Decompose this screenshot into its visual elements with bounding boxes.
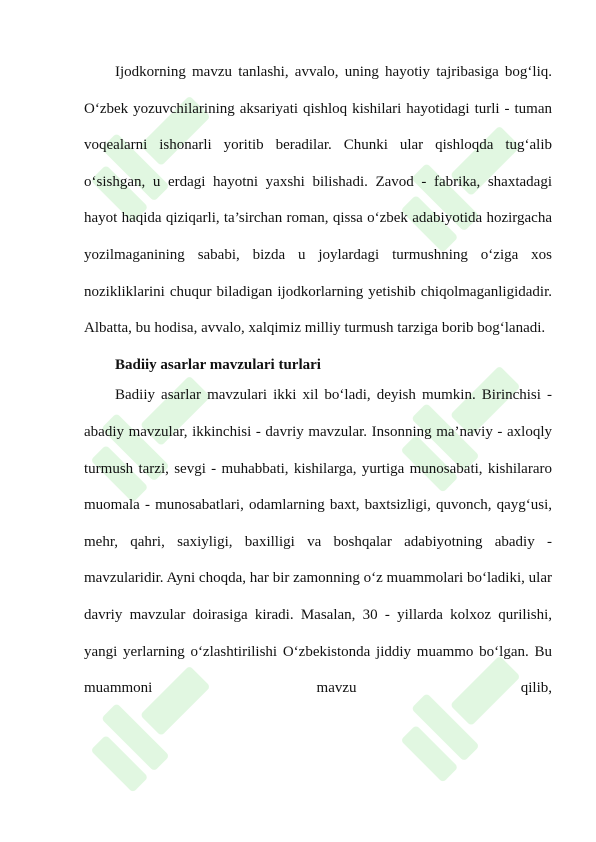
paragraph: Badiiy asarlar mavzulari ikki xil bo‘ladi, deyish mumkin. Birinchisi - abadiy mavzular, ikkinchisi - davriy mavzular. Insonning ma’naviy - axloqly turmush tarzi, sevgi - muhabbati, kishilarga, yurtiga munosabati, kishilararo muomala - munosabatlari, odamlarning baxt, baxtsizligi, quvonch, qayg‘usi, mehr, qahri, saxiyligi, baxilligi va boshqalar adabiyotning abadiy - mavzularidir. Ayni choqda, har bir zamonning o‘z muammolari bo‘ladiki, ular davriy mavzular doirasiga kiradi. Masalan, 30 - yillarda kolxoz qurilishi, yangi yerlarning o‘zlashtirilishi O‘zbekistonda jiddiy muammo bo‘lgan. Bu muammoni mavzu qilib, <box>84 387 552 697</box>
paragraph: Ijodkorning mavzu tanlashi, avvalo, uning hayotiy tajribasiga bog‘liq. O‘zbek yozuvchilarining aksariyati qishloq kishilari hayotidagi turli - tuman voqealarni ishonarli yoritib beradilar. Chunki ular qishloqda tug‘alib o‘sishgan, u erdagi hayotni yaxshi bilishadi. Zavod - fabrika, shaxtadagi hayot haqida qiziqarli, ta’sirchan roman, qissa o‘zbek adabiyotida hozirgacha yozilmaganining sababi, bizda u joylardagi turmushning o‘ziga xos nozikliklarini chuqur biladigan ijodkorlarning yetishib chiqolmaganligidadir. Albatta, bu hodisa, avvalo, xalqimiz milliy turmush tarziga borib bog‘lanadi. <box>84 64 552 337</box>
document-body <box>84 54 552 707</box>
section-heading: Badiiy asarlar mavzulari turlari <box>115 356 321 373</box>
